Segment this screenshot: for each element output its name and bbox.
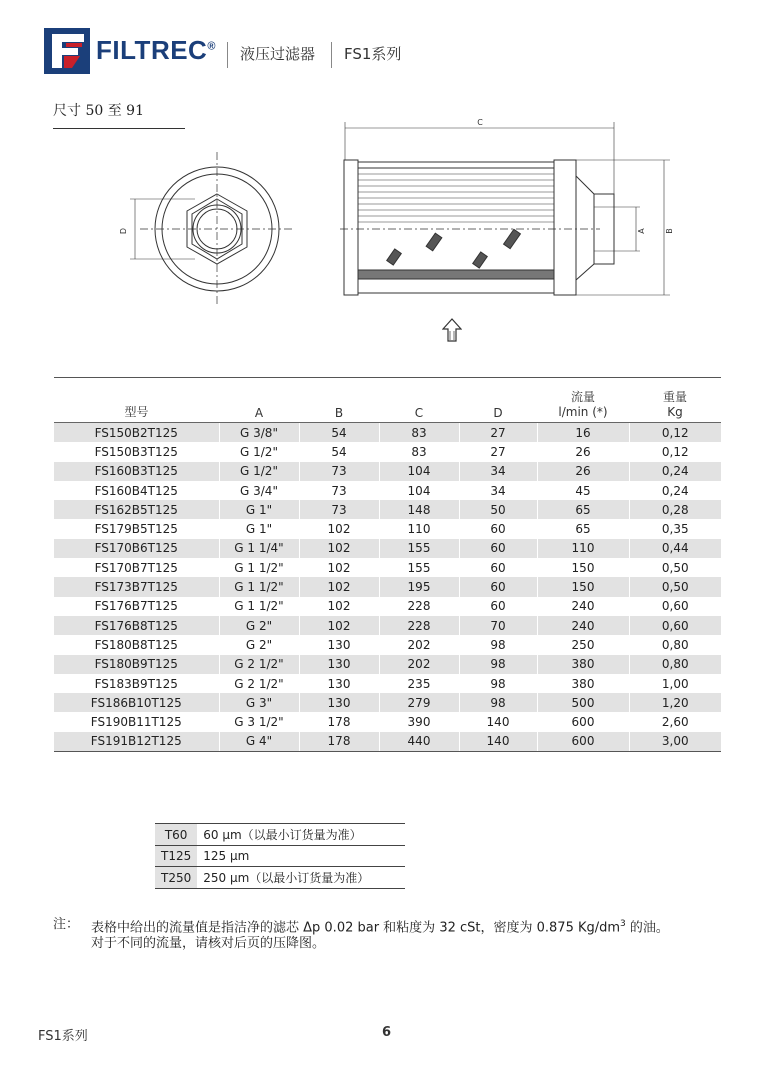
cell-weight: 0,35 <box>661 522 689 537</box>
header-a: A <box>219 378 299 423</box>
cell-flow: 26 <box>537 442 629 461</box>
cell-c: 104 <box>379 462 459 481</box>
header-d: D <box>459 378 537 423</box>
cell-b: 54 <box>299 442 379 461</box>
dimension-d-label: D <box>119 227 128 235</box>
cell-c: 148 <box>379 500 459 519</box>
cell-weight: 1,20 <box>629 693 721 712</box>
cell-model: FS173B7T125 <box>54 577 219 596</box>
cell-d: 50 <box>459 500 537 519</box>
cell-weight: 0,12 <box>629 423 721 443</box>
mesh-row <box>155 867 405 889</box>
header-c: C <box>379 378 459 423</box>
table-row <box>54 577 721 596</box>
note-label: 注： <box>53 917 80 932</box>
cell-flow: 26 <box>537 462 629 481</box>
cell-flow: 250 <box>537 635 629 654</box>
note-line-2: 对于不同的流量，请核对后页的压降图。 <box>91 936 326 951</box>
cell-flow: 110 <box>537 539 629 558</box>
cell-model: FS176B8T125 <box>54 616 219 635</box>
cell-b: 102 <box>299 539 379 558</box>
cell-model: FS170B7T125 <box>54 558 219 577</box>
table-row <box>54 693 721 712</box>
cell-a: G 2 1/2" <box>219 674 299 693</box>
cell-d: 140 <box>459 732 537 752</box>
cell-weight: 0,12 <box>661 444 689 459</box>
cell-weight: 0,80 <box>629 655 721 674</box>
table-row <box>54 674 721 693</box>
cell-a: G 2" <box>219 616 299 635</box>
cell-c: 390 <box>379 712 459 731</box>
cell-a: G 1 1/2" <box>219 558 299 577</box>
dimension-c-label: C <box>477 118 483 127</box>
cell-model: FS191B12T125 <box>54 732 219 752</box>
note-line-1: 表格中给出的流量值是指洁净的滤芯 Δp 0.02 bar 和粘度为 32 cSt，密度为 0.875 $Kg/dm^3$ 的油。 <box>91 919 669 936</box>
cell-model: FS162B5T125 <box>54 500 219 519</box>
mesh-row <box>155 846 405 867</box>
cell-model: FS183B9T125 <box>54 674 219 693</box>
cell-model: FS160B3T125 <box>54 462 219 481</box>
cell-b: 54 <box>299 423 379 443</box>
header-flow: 流量 l/min (*) <box>537 378 629 423</box>
cell-a: G 1" <box>219 519 299 538</box>
cell-weight: 3,00 <box>629 732 721 752</box>
cell-c: 155 <box>379 558 459 577</box>
cell-flow: 45 <box>537 481 629 500</box>
page-number: 6 <box>382 1025 392 1040</box>
cell-c: 202 <box>379 655 459 674</box>
cell-flow: 600 <box>537 712 629 731</box>
cell-flow: 16 <box>537 423 629 443</box>
cell-weight: 0,44 <box>629 539 721 558</box>
dimension-b-label: B <box>665 228 674 234</box>
cell-flow: 380 <box>537 674 629 693</box>
cell-b: 73 <box>299 481 379 500</box>
cell-b: 130 <box>299 693 379 712</box>
mesh-code: T125 <box>155 846 197 867</box>
dimension-a-label: A <box>637 228 646 234</box>
cell-a: G 1/2" <box>219 462 299 481</box>
cell-c: 195 <box>379 577 459 596</box>
table-row <box>54 423 721 443</box>
cell-d: 34 <box>459 462 537 481</box>
cell-model: FS180B9T125 <box>54 655 219 674</box>
cell-weight: 0,28 <box>629 500 721 519</box>
cell-b: 178 <box>299 712 379 731</box>
cell-d: 60 <box>459 558 537 577</box>
cell-d: 98 <box>459 655 537 674</box>
cell-b: 178 <box>299 732 379 752</box>
table-row <box>54 442 721 461</box>
cell-flow: 65 <box>537 519 629 538</box>
cell-c: 155 <box>379 539 459 558</box>
cell-d: 70 <box>459 616 537 635</box>
cell-flow: 65 <box>537 500 629 519</box>
mesh-description: 60 µm（以最小订货量为准） <box>197 824 405 846</box>
cell-c: 440 <box>379 732 459 752</box>
cell-c: 83 <box>379 442 459 461</box>
cell-weight: 0,60 <box>629 616 721 635</box>
header-series: FS1系列 <box>344 45 402 63</box>
cell-d: 60 <box>459 519 537 538</box>
cell-model: FS176B7T125 <box>54 597 219 616</box>
cell-b: 130 <box>299 655 379 674</box>
cell-a: G 3 1/2" <box>219 712 299 731</box>
header-b: B <box>299 378 379 423</box>
table-row <box>54 655 721 674</box>
cell-b: 73 <box>299 462 379 481</box>
cell-model: FS150B3T125 <box>54 442 219 461</box>
cell-weight: 0,24 <box>629 462 721 481</box>
mesh-rating-table <box>155 823 405 889</box>
cell-d: 27 <box>459 442 537 461</box>
table-row <box>54 462 721 481</box>
mesh-row <box>155 824 405 846</box>
side-view <box>340 122 670 295</box>
cell-model: FS160B4T125 <box>54 481 219 500</box>
cell-c: 83 <box>379 423 459 443</box>
cell-d: 60 <box>459 597 537 616</box>
cell-a: G 2" <box>219 635 299 654</box>
cell-flow: 240 <box>537 616 629 635</box>
cell-b: 130 <box>299 635 379 654</box>
cell-d: 27 <box>459 423 537 443</box>
filter-technical-drawing <box>0 110 775 310</box>
cell-weight: 0,50 <box>661 560 689 575</box>
cell-flow: 500 <box>537 693 629 712</box>
cell-c: 235 <box>379 674 459 693</box>
table-row <box>54 519 721 538</box>
mesh-code: T60 <box>155 824 197 846</box>
cell-model: FS180B8T125 <box>54 635 219 654</box>
cell-c: 279 <box>379 693 459 712</box>
cell-model: FS179B5T125 <box>54 519 219 538</box>
cell-c: 202 <box>379 635 459 654</box>
cell-a: G 2 1/2" <box>219 655 299 674</box>
header-model: 型号 <box>54 378 219 423</box>
header-weight: 重量 Kg <box>629 378 721 423</box>
cell-b: 102 <box>299 616 379 635</box>
cell-model: FS186B10T125 <box>54 693 219 712</box>
header-separator <box>331 42 332 68</box>
section-title: 尺寸 50 至 91 <box>53 103 144 119</box>
cell-model: FS150B2T125 <box>54 423 219 443</box>
cell-weight: 0,50 <box>629 577 721 596</box>
cell-b: 130 <box>299 674 379 693</box>
cell-a: G 3" <box>219 693 299 712</box>
table-row <box>54 481 721 500</box>
cell-b: 102 <box>299 597 379 616</box>
cell-b: 102 <box>299 519 379 538</box>
cell-c: 228 <box>379 616 459 635</box>
cell-weight: 0,80 <box>661 637 689 652</box>
cell-model: FS170B6T125 <box>54 539 219 558</box>
cell-a: G 1 1/4" <box>219 539 299 558</box>
cell-a: G 3/4" <box>219 481 299 500</box>
cell-a: G 4" <box>219 732 299 752</box>
cell-d: 60 <box>459 539 537 558</box>
page-header <box>44 28 444 78</box>
cell-flow: 150 <box>537 577 629 596</box>
header-category: 液压过滤器 <box>240 45 316 63</box>
cell-weight: 1,00 <box>661 676 689 691</box>
mesh-description: 250 µm（以最小订货量为准） <box>197 867 405 889</box>
cell-b: 102 <box>299 558 379 577</box>
cell-a: G 1 1/2" <box>219 577 299 596</box>
cell-flow: 600 <box>537 732 629 752</box>
mesh-description: 125 µm <box>197 846 405 867</box>
table-row <box>54 500 721 519</box>
brand-name: FILTREC® <box>96 35 216 65</box>
cell-d: 98 <box>459 635 537 654</box>
cell-flow: 380 <box>537 655 629 674</box>
cell-d: 98 <box>459 674 537 693</box>
cell-d: 60 <box>459 577 537 596</box>
cell-flow: 150 <box>537 558 629 577</box>
specifications-table <box>54 377 721 752</box>
cell-model: FS190B11T125 <box>54 712 219 731</box>
table-row <box>54 558 721 577</box>
table-row <box>54 597 721 616</box>
cell-weight: 2,60 <box>661 715 689 730</box>
footer-series: FS1系列 <box>38 1029 88 1044</box>
table-row <box>54 732 721 752</box>
front-view <box>130 152 294 306</box>
table-header-row <box>54 378 721 423</box>
table-row <box>54 539 721 558</box>
cell-flow: 240 <box>537 597 629 616</box>
mesh-code: T250 <box>155 867 197 889</box>
cell-c: 104 <box>379 481 459 500</box>
filtrec-logo-icon <box>44 28 90 74</box>
cell-weight: 0,24 <box>661 483 689 498</box>
table-row <box>54 616 721 635</box>
cell-c: 110 <box>379 519 459 538</box>
table-row <box>54 635 721 654</box>
cell-a: G 3/8" <box>219 423 299 443</box>
cell-d: 34 <box>459 481 537 500</box>
flow-direction-arrow-icon <box>442 318 462 342</box>
cell-d: 140 <box>459 712 537 731</box>
cell-a: G 1/2" <box>219 442 299 461</box>
cell-d: 98 <box>459 693 537 712</box>
cell-a: G 1" <box>219 500 299 519</box>
cell-a: G 1 1/2" <box>219 597 299 616</box>
table-row <box>54 712 721 731</box>
cell-b: 102 <box>299 577 379 596</box>
cell-weight: 0,60 <box>661 599 689 614</box>
cell-b: 73 <box>299 500 379 519</box>
header-separator <box>227 42 228 68</box>
cell-c: 228 <box>379 597 459 616</box>
